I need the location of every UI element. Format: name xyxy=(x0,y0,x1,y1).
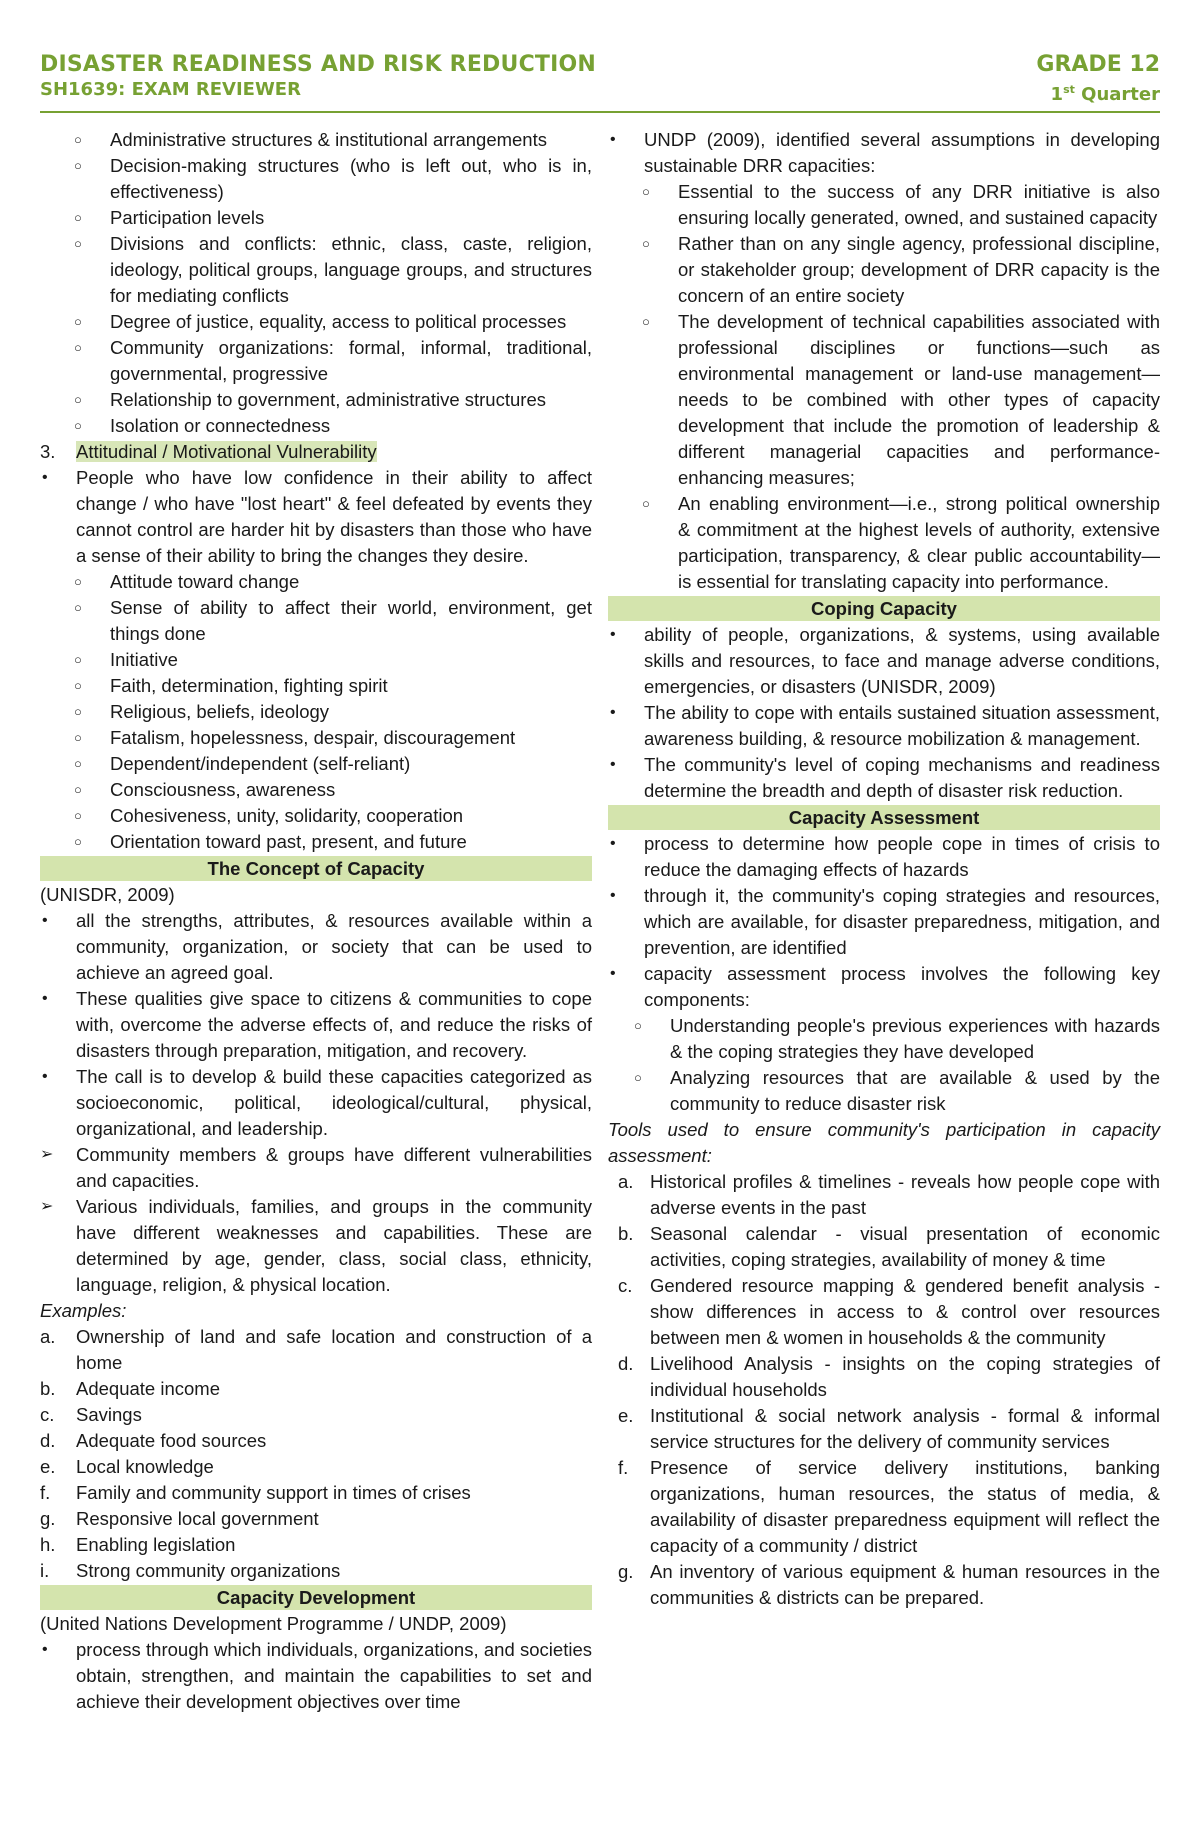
circle-bullet-icon: ○ xyxy=(74,756,82,771)
list-item: c. Savings xyxy=(40,1404,142,1425)
bullet-item: • The community's level of coping mechanisms and readiness determine the breadth and depth of disaster risk reduction. xyxy=(610,754,1160,801)
left-column xyxy=(40,127,592,1715)
section-heading-concept: The Concept of Capacity xyxy=(40,856,592,881)
section-heading-assessment: Capacity Assessment xyxy=(608,805,1160,830)
bullet-icon: • xyxy=(42,1641,48,1658)
bullet-icon: • xyxy=(42,990,48,1007)
circle-bullet-icon: ○ xyxy=(634,1018,642,1033)
bullet-icon: • xyxy=(610,965,616,982)
bullet-icon: • xyxy=(610,887,616,904)
bullet-item: • process to determine how people cope in times of crisis to reduce the damaging effects of hazards xyxy=(610,833,1160,880)
tools-label: Tools used to ensure community's participation in capacity assessment: xyxy=(608,1119,1160,1166)
heading-highlight: Attitudinal / Motivational Vulnerability xyxy=(76,441,377,462)
bullet-item: • through it, the community's coping strategies and resources, which are available, for disaster preparedness, mitigation, and prevention, are identified xyxy=(610,885,1160,958)
header-divider xyxy=(40,111,1160,113)
content-columns xyxy=(40,127,1160,1715)
list-item: c. Gendered resource mapping & gendered benefit analysis - show differences in access to & control over resources between men & women in households & the community xyxy=(618,1275,1160,1348)
source-citation: (United Nations Development Programme / UNDP, 2009) xyxy=(40,1613,507,1634)
circle-bullet-icon: ○ xyxy=(634,1070,642,1085)
bullet-item: • all the strengths, attributes, & resources available within a community, organization, or society that can be used to achieve an agreed goal. xyxy=(42,910,592,983)
bullet-item: • process through which individuals, organizations, and societies obtain, strengthen, and maintain the capabilities to set and achieve their development objectives over time xyxy=(42,1639,592,1712)
list-item: b. Adequate income xyxy=(40,1378,220,1399)
sub-list-attitudinal xyxy=(40,569,592,855)
list-item: e. Local knowledge xyxy=(40,1456,214,1477)
list-item: g. An inventory of various equipment & human resources in the communities & districts can be prepared. xyxy=(618,1561,1160,1608)
circle-bullet-icon: ○ xyxy=(642,184,650,199)
section-heading-capacity-development: Capacity Development xyxy=(40,1585,592,1610)
list-item: ○ Community organizations: formal, informal, traditional, governmental, progressive xyxy=(74,337,592,384)
circle-bullet-icon: ○ xyxy=(74,132,82,147)
list-item: ○ Fatalism, hopelessness, despair, discouragement xyxy=(74,725,592,751)
document-title: DISASTER READINESS AND RISK REDUCTION xyxy=(40,52,597,77)
list-item: g. Responsive local government xyxy=(40,1508,319,1529)
numbered-heading xyxy=(40,439,592,465)
list-item: ○ Participation levels xyxy=(74,205,592,231)
list-item: ○ Initiative xyxy=(74,647,592,673)
list-item: ○ Cohesiveness, unity, solidarity, cooperation xyxy=(74,803,592,829)
sub-list-social xyxy=(40,127,592,439)
examples-list xyxy=(40,1324,592,1584)
bullet-item: • UNDP (2009), identified several assumptions in developing sustainable DRR capacities: xyxy=(610,129,1160,176)
arrow-bullet-icon: ➢ xyxy=(40,1198,54,1215)
circle-bullet-icon: ○ xyxy=(642,496,650,511)
circle-bullet-icon: ○ xyxy=(74,652,82,667)
list-item: a. Historical profiles & timelines - reveals how people cope with adverse events in the past xyxy=(618,1171,1160,1218)
list-item: ○ An enabling environment—i.e., strong political ownership & commitment at the highest levels of authority, extensive participation, transparency, & clear public accountability—is essential for translating capacity into performance. xyxy=(642,493,1160,592)
circle-bullet-icon: ○ xyxy=(74,782,82,797)
quarter-suffix: st xyxy=(1063,83,1075,96)
list-item: ○ Attitude toward change xyxy=(74,569,592,595)
list-item: ○ Essential to the success of any DRR initiative is also ensuring locally generated, owned, and sustained capacity xyxy=(642,181,1160,228)
header-right xyxy=(1036,52,1160,107)
circle-bullet-icon: ○ xyxy=(74,704,82,719)
section-heading-coping: Coping Capacity xyxy=(608,596,1160,621)
list-item: ○ Religious, beliefs, ideology xyxy=(74,699,592,725)
bullet-icon: • xyxy=(42,912,48,929)
list-item: ○ Degree of justice, equality, access to political processes xyxy=(74,309,592,335)
list-item: ○ Analyzing resources that are available & used by the community to reduce disaster risk xyxy=(634,1067,1160,1114)
circle-bullet-icon: ○ xyxy=(74,418,82,433)
list-item: d. Livelihood Analysis - insights on the coping strategies of individual households xyxy=(618,1353,1160,1400)
list-item: ○ Consciousness, awareness xyxy=(74,777,592,803)
list-item: ○ Orientation toward past, present, and future xyxy=(74,829,592,855)
list-item: a. Ownership of land and safe location and construction of a home xyxy=(40,1326,592,1373)
sub-list-undp xyxy=(608,179,1160,595)
examples-label: Examples: xyxy=(40,1300,127,1321)
list-item: ○ Rather than on any single agency, professional discipline, or stakeholder group; development of DRR capacity is the concern of an entire society xyxy=(642,233,1160,306)
bullet-icon: • xyxy=(610,704,616,721)
circle-bullet-icon: ○ xyxy=(642,236,650,251)
circle-bullet-icon: ○ xyxy=(74,158,82,173)
tools-list xyxy=(608,1169,1160,1611)
arrow-item: ➢ Various individuals, families, and groups in the community have different weaknesses and capabilities. These are determined by age, gender, class, social class, ethnicity, language, religion, & physical location. xyxy=(40,1196,592,1295)
header-left xyxy=(40,52,596,102)
list-item: b. Seasonal calendar - visual presentation of economic activities, coping strategies, availability of money & time xyxy=(618,1223,1160,1270)
list-item: i. Strong community organizations xyxy=(40,1560,341,1581)
sub-list-assessment xyxy=(608,1013,1160,1117)
list-item: ○ Relationship to government, administrative structures xyxy=(74,387,592,413)
bullet-item: • ability of people, organizations, & systems, using available skills and resources, to face and manage adverse conditions, emergencies, or disasters (UNISDR, 2009) xyxy=(610,624,1160,697)
circle-bullet-icon: ○ xyxy=(74,730,82,745)
heading-number: 3. xyxy=(40,441,56,462)
circle-bullet-icon: ○ xyxy=(74,210,82,225)
list-item: f. Family and community support in times of crises xyxy=(40,1482,471,1503)
grade-label: GRADE 12 xyxy=(1036,52,1160,77)
list-item: f. Presence of service delivery institutions, banking organizations, human resources, the status of media, & availability of disaster preparedness equipment will reflect the capacity of a community / district xyxy=(618,1457,1160,1556)
bullet-item: • People who have low confidence in their ability to affect change / who have "lost heart" & feel defeated by events they cannot control are harder hit by disasters than those who have a sense of their ability to bring the changes they desire. xyxy=(42,467,592,566)
bullet-icon: • xyxy=(42,1068,48,1085)
circle-bullet-icon: ○ xyxy=(74,236,82,251)
list-item: ○ Divisions and conflicts: ethnic, class, caste, religion, ideology, political groups, language groups, and structures for mediating conflicts xyxy=(74,233,592,306)
list-item: ○ Dependent/independent (self-reliant) xyxy=(74,751,592,777)
list-item: d. Adequate food sources xyxy=(40,1430,267,1451)
circle-bullet-icon: ○ xyxy=(74,600,82,615)
arrow-item: ➢ Community members & groups have different vulnerabilities and capacities. xyxy=(40,1144,592,1191)
list-item: ○ Sense of ability to affect their world, environment, get things done xyxy=(74,597,592,644)
list-item: ○ Understanding people's previous experiences with hazards & the coping strategies they have developed xyxy=(634,1015,1160,1062)
list-item: ○ Decision-making structures (who is left out, who is in, effectiveness) xyxy=(74,155,592,202)
bullet-icon: • xyxy=(610,756,616,773)
page-header xyxy=(40,52,1160,107)
quarter-number: 1 xyxy=(1050,84,1064,105)
right-column xyxy=(608,127,1160,1715)
list-item: ○ Faith, determination, fighting spirit xyxy=(74,673,592,699)
document-subtitle: SH1639: EXAM REVIEWER xyxy=(40,79,301,100)
circle-bullet-icon: ○ xyxy=(74,574,82,589)
arrow-bullet-icon: ➢ xyxy=(40,1146,54,1163)
list-item: ○ Isolation or connectedness xyxy=(74,413,592,439)
circle-bullet-icon: ○ xyxy=(74,678,82,693)
bullet-icon: • xyxy=(610,835,616,852)
source-citation: (UNISDR, 2009) xyxy=(40,884,175,905)
circle-bullet-icon: ○ xyxy=(74,808,82,823)
bullet-item: • These qualities give space to citizens & communities to cope with, overcome the adverse effects of, and reduce the risks of disasters through preparation, mitigation, and recovery. xyxy=(42,988,592,1061)
circle-bullet-icon: ○ xyxy=(74,834,82,849)
list-item: ○ The development of technical capabilities associated with professional disciplines or functions—such as environmental management or land-use management—needs to be combined with other types of capacity development that include the promotion of leadership & different managerial capacities and performance-enhancing measures; xyxy=(642,311,1160,488)
list-item: ○ Administrative structures & institutional arrangements xyxy=(74,127,592,153)
list-item: e. Institutional & social network analysis - formal & informal service structures for the delivery of community services xyxy=(618,1405,1160,1452)
bullet-icon: • xyxy=(610,626,616,643)
list-item: h. Enabling legislation xyxy=(40,1534,236,1555)
bullet-icon: • xyxy=(42,469,48,486)
quarter-word: Quarter xyxy=(1081,84,1160,105)
bullet-icon: • xyxy=(610,131,616,148)
bullet-item: • capacity assessment process involves the following key components: xyxy=(610,963,1160,1010)
bullet-item: • The ability to cope with entails sustained situation assessment, awareness building, & resource mobilization & management. xyxy=(610,702,1160,749)
quarter-label xyxy=(1036,78,1160,107)
circle-bullet-icon: ○ xyxy=(74,392,82,407)
circle-bullet-icon: ○ xyxy=(642,314,650,329)
circle-bullet-icon: ○ xyxy=(74,340,82,355)
bullet-item: • The call is to develop & build these capacities categorized as socioeconomic, political, ideological/cultural, physical, organizational, and leadership. xyxy=(42,1066,592,1139)
circle-bullet-icon: ○ xyxy=(74,314,82,329)
